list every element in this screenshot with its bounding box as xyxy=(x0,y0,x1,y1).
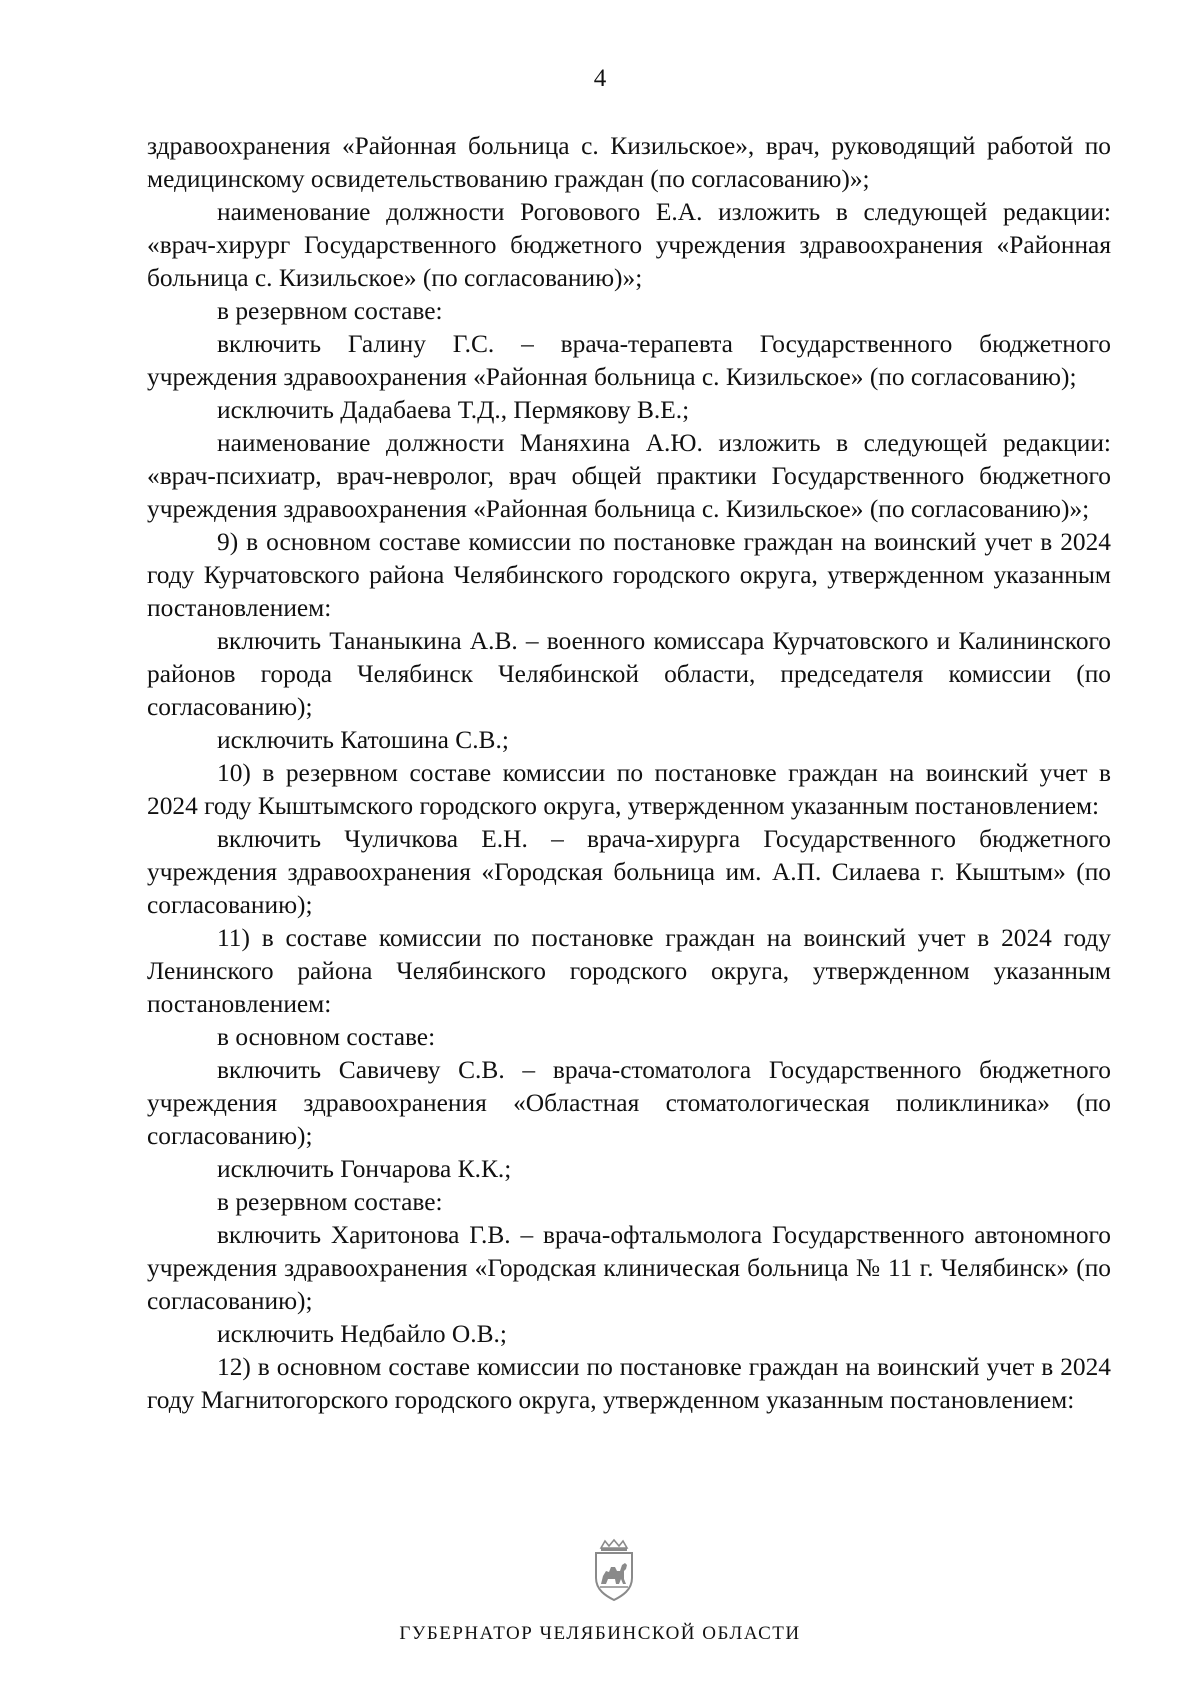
coat-of-arms-icon xyxy=(584,1538,644,1602)
paragraph: 11) в составе комиссии по постановке граждан на воинский учет в 2024 году Ленинского района Челябинского городского округа, утвержденном указанным постановлением: xyxy=(147,924,1111,1018)
paragraph: включить Харитонова Г.В. – врача-офтальмолога Государственного автономного учреждения здравоохранения «Городская клиническая больница № 11 г. Челябинск» (по согласованию); xyxy=(147,1221,1111,1315)
paragraph: 10) в резервном составе комиссии по постановке граждан на воинский учет в 2024 году Кыштымского городского округа, утвержденном указанным постановлением: xyxy=(147,759,1111,820)
paragraph: включить Тананыкина А.В. – военного комиссара Курчатовского и Калининского районов города Челябинск Челябинской области, председателя комиссии (по согласованию); xyxy=(147,627,1111,721)
paragraph: исключить Гончарова К.К.; xyxy=(217,1155,512,1183)
page-number: 4 xyxy=(593,65,607,92)
paragraph: включить Чуличкова Е.Н. – врача-хирурга Государственного бюджетного учреждения здравоохранения «Городская больница им. А.П. Силаева г. Кыштым» (по согласованию); xyxy=(147,825,1111,919)
paragraph: включить Савичеву С.В. – врача-стоматолога Государственного бюджетного учреждения здравоохранения «Областная стоматологическая поликлиника» (по согласованию); xyxy=(147,1056,1111,1150)
paragraph: включить Галину Г.С. – врача-терапевта Государственного бюджетного учреждения здравоохранения «Районная больница с. Кизильское» (по согласованию); xyxy=(147,330,1111,391)
paragraph: наименование должности Роговового Е.А. изложить в следующей редакции: «врач-хирург Государственного бюджетного учреждения здравоохранения «Районная больница с. Кизильское» (по согласованию)»; xyxy=(147,198,1111,292)
paragraph: исключить Недбайло О.В.; xyxy=(217,1320,507,1348)
paragraph: 12) в основном составе комиссии по постановке граждан на воинский учет в 2024 году Магнитогорского городского округа, утвержденном указанным постановлением: xyxy=(147,1353,1111,1414)
paragraph: исключить Катошина С.В.; xyxy=(217,726,509,754)
paragraph: в резервном составе: xyxy=(217,1188,443,1216)
paragraph: наименование должности Маняхина А.Ю. изложить в следующей редакции: «врач-психиатр, врач-невролог, врач общей практики Государственного бюджетного учреждения здравоохранения «Районная больница с. Кизильское» (по согласованию)»; xyxy=(147,429,1111,523)
footer-governor-title: ГУБЕРНАТОР ЧЕЛЯБИНСКОЙ ОБЛАСТИ xyxy=(399,1623,801,1644)
paragraph: 9) в основном составе комиссии по постановке граждан на воинский учет в 2024 году Курчатовского района Челябинского городского округа, утвержденном указанным постановлением: xyxy=(147,528,1111,622)
paragraph: исключить Дадабаева Т.Д., Пермякову В.Е.; xyxy=(217,396,690,424)
paragraph: в резервном составе: xyxy=(217,297,443,325)
document-body xyxy=(147,130,1111,1417)
paragraph: здравоохранения «Районная больница с. Кизильское», врач, руководящий работой по медицинскому освидетельствованию граждан (по согласованию)»; xyxy=(147,132,1111,193)
paragraph: в основном составе: xyxy=(217,1023,436,1051)
